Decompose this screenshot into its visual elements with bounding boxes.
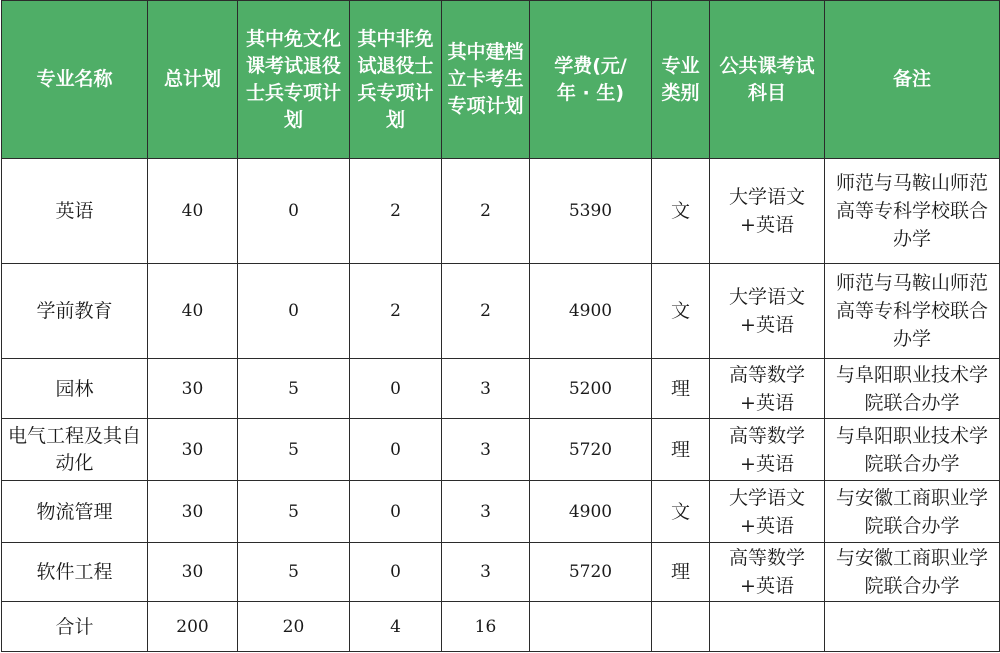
tuition: 5720 xyxy=(530,419,652,481)
total-label: 合计 xyxy=(2,602,148,652)
category: 文 xyxy=(652,264,710,359)
exam-subjects: 大学语文+英语 xyxy=(710,481,825,543)
total-plan: 40 xyxy=(148,159,238,264)
non-exempt-plan: 2 xyxy=(350,159,442,264)
major-name: 园林 xyxy=(2,359,148,419)
category: 理 xyxy=(652,359,710,419)
table-row xyxy=(2,264,1000,359)
table-header-row xyxy=(2,1,1000,159)
header-exam-subjects: 公共课考试科目 xyxy=(710,1,825,159)
exempt-plan: 5 xyxy=(238,359,350,419)
note: 与安徽工商职业学院联合办学 xyxy=(825,543,1000,602)
non-exempt-plan-sum: 4 xyxy=(350,602,442,652)
category: 文 xyxy=(652,481,710,543)
table-row xyxy=(2,481,1000,543)
header-poverty-plan: 其中建档立卡考生专项计划 xyxy=(442,1,530,159)
tuition: 5390 xyxy=(530,159,652,264)
non-exempt-plan: 0 xyxy=(350,359,442,419)
tuition: 5200 xyxy=(530,359,652,419)
table-total-row xyxy=(2,602,1000,652)
poverty-plan-sum: 16 xyxy=(442,602,530,652)
header-major-name: 专业名称 xyxy=(2,1,148,159)
category: 理 xyxy=(652,543,710,602)
exempt-plan: 0 xyxy=(238,159,350,264)
category-empty xyxy=(652,602,710,652)
exam-subjects: 大学语文+英语 xyxy=(710,159,825,264)
total-plan: 40 xyxy=(148,264,238,359)
table-row xyxy=(2,159,1000,264)
non-exempt-plan: 2 xyxy=(350,264,442,359)
note: 与安徽工商职业学院联合办学 xyxy=(825,481,1000,543)
tuition: 5720 xyxy=(530,543,652,602)
total-plan: 30 xyxy=(148,419,238,481)
exempt-plan: 5 xyxy=(238,419,350,481)
header-notes: 备注 xyxy=(825,1,1000,159)
table-row xyxy=(2,419,1000,481)
subjects-empty xyxy=(710,602,825,652)
poverty-plan: 2 xyxy=(442,264,530,359)
poverty-plan: 3 xyxy=(442,481,530,543)
poverty-plan: 2 xyxy=(442,159,530,264)
exempt-plan: 5 xyxy=(238,481,350,543)
exempt-plan: 0 xyxy=(238,264,350,359)
poverty-plan: 3 xyxy=(442,543,530,602)
header-tuition: 学费(元/年 · 生) xyxy=(530,1,652,159)
note: 与阜阳职业技术学院联合办学 xyxy=(825,419,1000,481)
total-plan-sum: 200 xyxy=(148,602,238,652)
note-empty xyxy=(825,602,1000,652)
major-name: 电气工程及其自动化 xyxy=(2,419,148,481)
non-exempt-plan: 0 xyxy=(350,419,442,481)
header-non-exempt-veteran-plan: 其中非免试退役士兵专项计划 xyxy=(350,1,442,159)
exam-subjects: 高等数学+英语 xyxy=(710,419,825,481)
exam-subjects: 高等数学+英语 xyxy=(710,543,825,602)
non-exempt-plan: 0 xyxy=(350,543,442,602)
tuition: 4900 xyxy=(530,264,652,359)
poverty-plan: 3 xyxy=(442,419,530,481)
exempt-plan: 5 xyxy=(238,543,350,602)
note: 师范与马鞍山师范高等专科学校联合办学 xyxy=(825,159,1000,264)
note: 与阜阳职业技术学院联合办学 xyxy=(825,359,1000,419)
category: 文 xyxy=(652,159,710,264)
table-row xyxy=(2,359,1000,419)
total-plan: 30 xyxy=(148,359,238,419)
exempt-plan-sum: 20 xyxy=(238,602,350,652)
total-plan: 30 xyxy=(148,543,238,602)
tuition-empty xyxy=(530,602,652,652)
major-name: 软件工程 xyxy=(2,543,148,602)
non-exempt-plan: 0 xyxy=(350,481,442,543)
header-category: 专业类别 xyxy=(652,1,710,159)
note: 师范与马鞍山师范高等专科学校联合办学 xyxy=(825,264,1000,359)
table-row xyxy=(2,543,1000,602)
tuition: 4900 xyxy=(530,481,652,543)
major-name: 英语 xyxy=(2,159,148,264)
category: 理 xyxy=(652,419,710,481)
exam-subjects: 高等数学+英语 xyxy=(710,359,825,419)
enrollment-plan-table xyxy=(1,0,1000,652)
total-plan: 30 xyxy=(148,481,238,543)
major-name: 物流管理 xyxy=(2,481,148,543)
poverty-plan: 3 xyxy=(442,359,530,419)
header-total-plan: 总计划 xyxy=(148,1,238,159)
exam-subjects: 大学语文+英语 xyxy=(710,264,825,359)
header-exempt-veteran-plan: 其中免文化课考试退役士兵专项计划 xyxy=(238,1,350,159)
major-name: 学前教育 xyxy=(2,264,148,359)
